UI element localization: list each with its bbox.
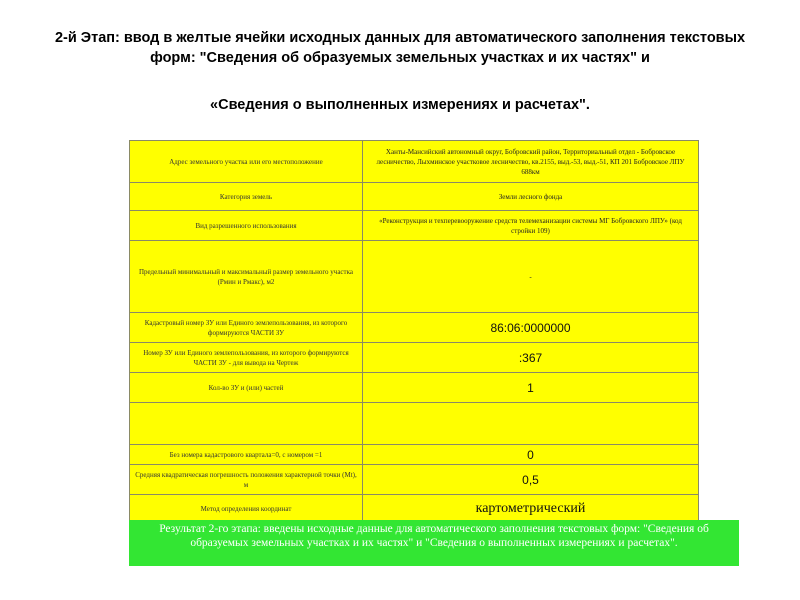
value-quarter-flag[interactable]: 0 (363, 445, 699, 465)
label-drawing-number: Номер ЗУ или Единого землепользования, из которого формируются ЧАСТИ ЗУ - для вывода на Чертеж (130, 343, 363, 373)
label-address: Адрес земельного участка или его местоположение (130, 141, 363, 183)
table-row-area-limits (130, 241, 699, 313)
label-area-limits: Предельный минимальный и максимальный размер земельного участка (Рмин и Рмакс), м2 (130, 241, 363, 313)
value-position-error[interactable]: 0,5 (363, 465, 699, 495)
result-banner: Результат 2-го этапа: введены исходные данные для автоматического заполнения текстовых форм: "Сведения об образуемых земельных участках и их частях" и "Сведения о выполненных измерениях и расчетах". (129, 520, 739, 566)
table-row-quarter-flag (130, 445, 699, 465)
table-row-position-error (130, 465, 699, 495)
label-quarter-flag: Без номера кадастрового квартала=0, с номером =1 (130, 445, 363, 465)
value-permitted-use[interactable]: «Реконструкция и техперевооружение средств телемеханизации системы МГ Бобровского ЛПУ» (код стройки 109) (363, 211, 699, 241)
value-coordinate-method[interactable]: картометрический (363, 495, 699, 523)
heading-line-2: «Сведения о выполненных измерениях и расчетах". (210, 97, 590, 113)
label-permitted-use: Вид разрешенного использования (130, 211, 363, 241)
table-row-coordinate-method (130, 495, 699, 523)
label-parcel-count: Кол-во ЗУ и (или) частей (130, 373, 363, 403)
table-row-cadastral-number (130, 313, 699, 343)
table-row-drawing-number (130, 343, 699, 373)
value-cadastral-number[interactable]: 86:06:0000000 (363, 313, 699, 343)
table-row-address (130, 141, 699, 183)
label-coordinate-method: Метод определения координат (130, 495, 363, 523)
label-cadastral-number: Кадастровый номер ЗУ или Единого землепользования, из которого формируются ЧАСТИ ЗУ (130, 313, 363, 343)
table-row-empty (130, 403, 699, 445)
value-address[interactable]: Ханты-Мансийский автономный округ, Бобровский район, Территориальный отдел - Бобровское лесничество, Лыхминское участковое лесничество, кв.2155, выд.-53, выд.-51, КП 201 Бобровское ЛПУ 688км (363, 141, 699, 183)
heading-line-1: 2-й Этап: ввод в желтые ячейки исходных данных для автоматического заполнения текстовых форм: "Сведения об образуемых земельных участках и их частях" и (54, 30, 746, 66)
table-row-parcel-count (130, 373, 699, 403)
value-parcel-count[interactable]: 1 (363, 373, 699, 403)
value-empty[interactable] (363, 403, 699, 445)
label-empty (130, 403, 363, 445)
input-data-table (129, 140, 699, 523)
value-drawing-number[interactable]: :367 (363, 343, 699, 373)
table-row-permitted-use (130, 211, 699, 241)
label-position-error: Средняя квадратическая погрешность положения характерной точки (Mt), м (130, 465, 363, 495)
value-land-category[interactable]: Земли лесного фонда (363, 183, 699, 211)
table-row-land-category (130, 183, 699, 211)
label-land-category: Категория земель (130, 183, 363, 211)
value-area-limits[interactable]: - (363, 241, 699, 313)
